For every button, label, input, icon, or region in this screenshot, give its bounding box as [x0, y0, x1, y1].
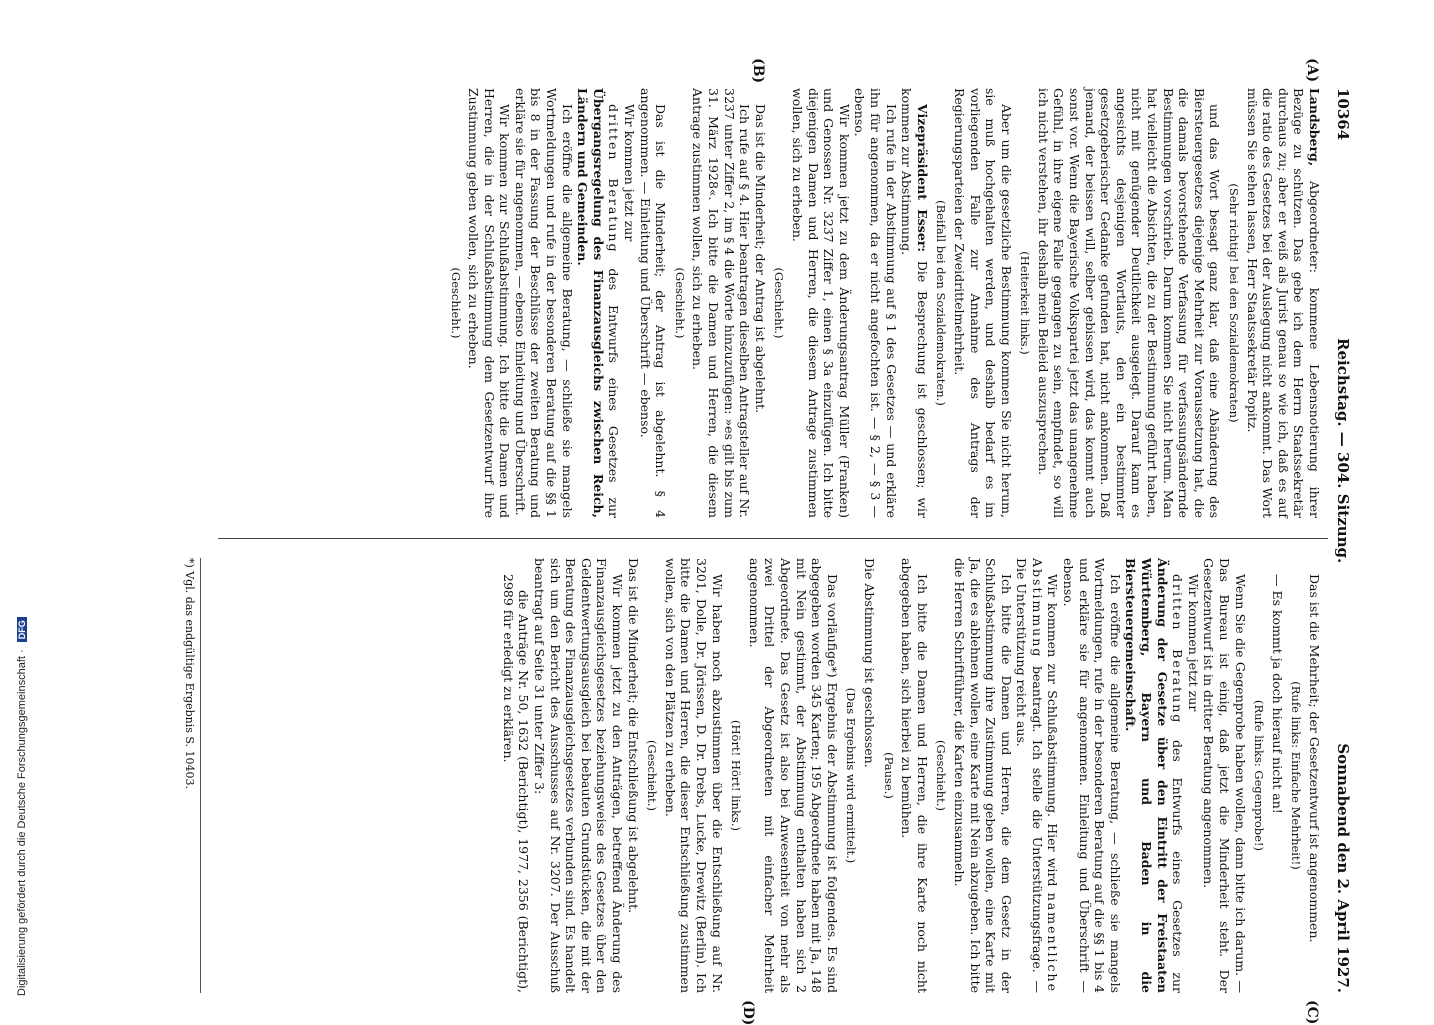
interjection: (Heiterkeit links.) — [1018, 251, 1033, 355]
paragraph: Wenn Sie die Gegenprobe haben wollen, dann bitte ich darum. — Das Bureau ist einig, daß jetzt die Minderheit steht. Der Gesetzentwurf ist in dritter Beratung angenommen. — [1201, 558, 1248, 993]
spaced-phrase: namentliche Abstimmung — [1029, 558, 1061, 993]
paragraph: Die Abstimmung ist geschlossen. — [861, 558, 877, 768]
margin-marker-c: (C) — [1304, 1000, 1320, 1025]
interjection: (Geschieht.) — [672, 267, 687, 339]
paragraph — [1014, 558, 1061, 993]
interjection: (Beifall bei den Sozialdemokraten.) — [934, 200, 949, 406]
right-column — [222, 558, 1322, 993]
margin-marker-a: (A) — [1304, 58, 1320, 83]
spaced-phrase: dritten Beratung — [1170, 574, 1186, 725]
paragraph: Ich bitte die Damen und Herren, die dem Gesetz in der Schlußabstimmung ihre Zustimmung geben wollen, eine Karte mit Ja, die es ablehnen wollen, eine Karte mit Nein abzugeben. Ich bitte die Herren Schriftführer, die Karten einzusammeln. — [951, 558, 1014, 993]
paragraph: Das ist die Minderheit; die Entschließung ist abgelehnt. — [625, 558, 641, 914]
speaker-name: Landsberg, — [1307, 88, 1322, 167]
left-column — [222, 88, 1322, 518]
column-divider — [218, 538, 1328, 539]
margin-marker-b: (B) — [750, 58, 766, 84]
interjection: (Geschieht.) — [448, 267, 463, 339]
page-number: 10364 — [1334, 88, 1352, 141]
paragraph: Ich bitte die Damen und Herren, die ihre Karte noch nicht abgegeben haben, sich hierbei zu bemühen. — [899, 558, 930, 993]
session-date: Sonnabend den 2. April 1927. — [1334, 743, 1352, 993]
interjection: (Hört! Hört! links.) — [729, 720, 744, 831]
spaced-phrase: dritten Beratung — [606, 104, 622, 254]
page-title: Reichstag. — 304. Sitzung. — [1334, 338, 1352, 564]
interjection: (Pause.) — [881, 752, 896, 799]
paragraph-text: kommene Lebensnotierung ihrer Bezüge zu schützen. Das gebe ich dem Herrn Staatssekretär durchaus zu; aber er weiß als Jurist genau so wie ich, daß es auf die ratio des Gesetzes bei der Auslegung nicht ankommt. Das Wort müssen Sie stehen lassen, Herr Staatssekretär Popitz. — [1244, 88, 1322, 518]
interjection: (Sehr richtig! bei den Sozialdemokraten) — [1227, 183, 1242, 423]
paragraph-text: beantragt. Ich stelle die Unterstützungsfrage. — Die Unterstützung reicht aus. — [1014, 558, 1045, 993]
interjection: (Das Ergebnis wird ermittelt.) — [844, 687, 859, 864]
agenda-item — [575, 88, 622, 518]
digitization-credit — [0, 0, 28, 1000]
paragraph-text: des Entwurfs eines Gesetzes zur — [1170, 724, 1186, 993]
paragraph: Ich rufe in der Abstimmung auf § 1 des Gesetzes — und erkläre ihn für angenommen, da er nicht angefochten ist. — § 2, — § 3 — ebenso. — [852, 88, 899, 518]
paragraph — [899, 88, 930, 518]
paragraph-text: Die Besprechung ist geschlossen; wir kommen zur Abstimmung. — [899, 88, 930, 519]
paragraph: und das Wort besagt ganz klar, daß eine Abänderung des Biersteuergesetzes diejenige Mehrheit zur Voraussetzung hat, die die damals bevorstehende Verfassung für verfassungsändernde Bestimmungen vorschrieb. Darum kommen Sie nicht herum. Man hat vielleicht die Absichten, die zu der Bestimmung geführt haben, nicht mit genügender Deutlichkeit ausgelegt. Darauf kann es angesichts desjenigen Wortlauts, den ein bestimmter gesetzgeberischer Gedanke gefunden hat, nicht ankommen. Daß jemand, der beissen will, selber gebissen wird, das kommt auch sonst vor. Wenn die Bayerische Volkspartei jetzt das unangenehme Gefühl, in ihre eigene Falle gegangen zu sein, empfindet, so will ich nicht verstehen, ihr deshalb mein Beileid auszusprechen. — [1035, 88, 1223, 518]
interjection: (Geschieht.) — [645, 740, 660, 811]
speaker-name: Vizepräsident Esser: — [914, 104, 930, 252]
footnote: *) Vgl. das endgültige Ergebnis S. 10403. — [183, 558, 201, 993]
margin-marker-d: (D) — [740, 1000, 756, 1025]
dfg-logo: DFG — [17, 617, 27, 642]
paragraph-text: des Entwurfs eines Gesetzes zur — [606, 253, 622, 518]
agenda-item — [1123, 558, 1185, 993]
paragraph: Das ist die Minderheit; der Antrag ist abgelehnt. — [752, 104, 768, 414]
paragraph: Wir haben noch abzustimmen über die Entschließung auf Nr. 3201, Dolle, Dr. Jörissen, D. Dr. Drebs, Lucke, Drewitz (Berlin). Ich bitte die Damen und Herren, die dieser Entschließung zustimmen wollen, sich von den Plätzen zu erheben. — [662, 558, 725, 993]
paragraph: Wir kommen jetzt zur — [1185, 574, 1201, 712]
paragraph: Aber um die gesetzliche Bestimmung kommen Sie nicht herum, sie muß hochgehalten werden, und deshalb bedarf es im vorliegenden Falle zur Annahme des Antrags der Regierungsparteien der Zweidrittelmehrheit. — [951, 88, 1014, 518]
interjection: (Geschieht.) — [934, 740, 949, 811]
interjection: (Geschieht.) — [772, 267, 787, 339]
paragraph: Wir kommen jetzt zu dem Änderungsantrag Müller (Franken) und Genossen Nr. 3237 Ziffer 1, einen § 3a einzufügen. Ich bitte diejenigen Damen und Herren, die diesem Antrage zustimmen wollen, sich zu erheben. — [790, 88, 852, 518]
paragraph: Wir kommen jetzt zur — [622, 104, 638, 242]
rotated-document-page — [146, 58, 1356, 1025]
paragraph-text: Wir kommen zur Schlußabstimmung. Hier wird — [1045, 574, 1061, 893]
paragraph: — Es kommt ja doch hierauf nicht an! — [1269, 574, 1285, 814]
paragraph: Das ist die Mehrheit; der Gesetzentwurf ist angenommen. — [1307, 574, 1322, 943]
paragraph: Ich eröffne die allgemeine Beratung, — schließe sie mangels Wortmeldungen und rufe in der besonderen Beratung auf die §§ 1 bis 8 in der Fassung der Beschlüsse der zweiten Beratung und erkläre sie für angenommen, — ebenso Einleitung und Überschrift. — [512, 88, 575, 518]
speaker-role: Abgeordneter: — [1307, 166, 1322, 273]
interjection: (Rufe links: Gegenprobe!) — [1252, 699, 1267, 852]
paragraph: Wir kommen jetzt zu den Anträgen, betreffend Änderung des Finanzausgleichsgesetzes beziehungsweise des Gesetzes über den Geldentwertungsausgleich bei bebauten Grundstücken, die mit der Beratung des Finanzausgleichsgesetzes verbunden sind. Es handelt sich um den Bericht des Ausschusses auf Nr. 3207. Der Ausschuß beantragt auf Seite 31 unter Ziffer 3: — [532, 558, 626, 993]
paragraph: Das ist die Minderheit; der Antrag ist abgelehnt. § 4 angenommen. — Einleitung und Überschrift — ebenso. — [637, 88, 669, 518]
paragraph: Wir kommen zur Schlußabstimmung. Ich bitte die Damen und Herren, die in der Schlußabstimmung dem Gesetzentwurf ihre Zustimmung geben wollen, sich zu erheben. — [466, 88, 513, 518]
paragraph: Ich rufe auf § 4. Hier beantragen dieselben Antragsteller auf Nr. 3237 unter Ziffer 2, im § 4 die Worte hinzuzufügen: »es gilt bis zum 31. März 1928«. Ich bitte die Damen und Herren, die diesem Antrage zustimmen wollen, sich zu erheben. — [690, 88, 753, 518]
credit-text-line: Digitalisierung gefördert durch die Deutsche Forschungsgemeinschaft · DFG — [16, 617, 28, 996]
page-header — [1328, 88, 1356, 993]
paragraph: die Anträge Nr. 50, 1632 (Berichtigt), 1977, 2356 (Berichtigt), 2989 für erledigt zu erklären. — [500, 574, 532, 993]
paragraph — [1244, 88, 1322, 518]
bill-title: Änderung der Gesetze über den Eintritt der Freistaaten Württemberg, Bayern und Baden in die Biersteuergemeinschaft. — [1123, 558, 1170, 993]
bill-title: Übergangsregelung des Finanzausgleichs zwischen Reich, Ländern und Gemeinden. — [575, 88, 606, 518]
paragraph: Ich eröffne die allgemeine Beratung, — schließe sie mangels Wortmeldungen, rufe in der besonderen Beratung auf die §§ 1 bis 4 und erkläre sie für angenommen. Einleitung und Überschrift — ebenso. — [1061, 558, 1123, 993]
credit-text: Digitalisierung gefördert durch die Deutsche Forschungsgemeinschaft — [16, 656, 28, 996]
paragraph: Das vorläufige*) Ergebnis der Abstimmung ist folgendes. Es sind abgegeben worden 345 Karten; 195 Abgeordnete haben mit Ja, 148 mit Nein gestimmt, der Abstimmung enthalten haben sich 2 Abgeordnete. Das Gesetz ist also bei Anwesenheit von mehr als zwei Drittel der Abgeordneten mit einfacher Mehrheit angenommen. — [746, 558, 840, 993]
interjection: (Rufe links: Einfache Mehrheit!) — [1289, 681, 1304, 870]
